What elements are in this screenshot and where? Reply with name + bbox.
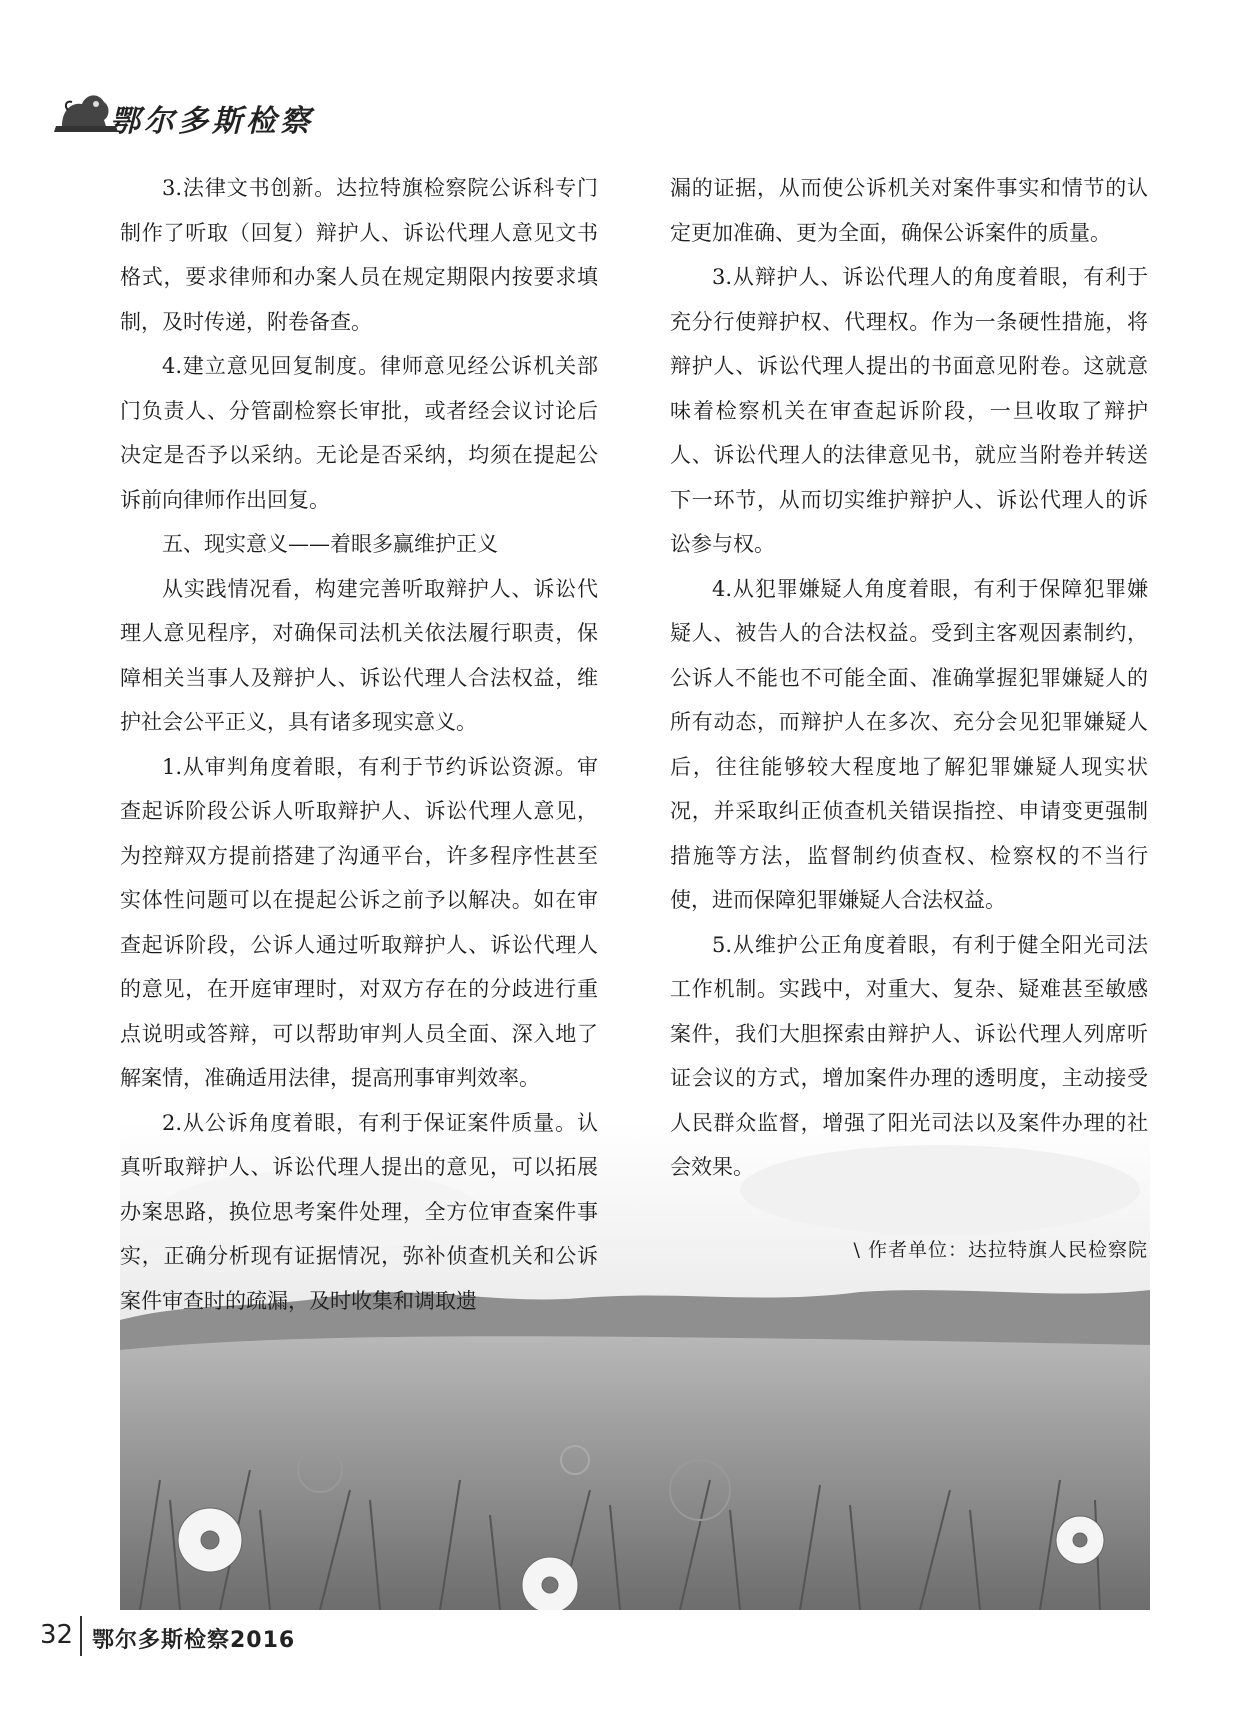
author-affiliation: \ 作者单位：达拉特旗人民检察院: [853, 1238, 1148, 1261]
paragraph: 2.从公诉角度着眼，有利于保证案件质量。认真听取辩护人、诉讼代理人提出的意见，可以拓展办案思路，换位思考案件处理，全方位审查案件事实，正确分析现有证据情况，弥补侦查机关和公诉案件审查时的疏漏，及时收集和调取遗: [120, 1110, 598, 1313]
paragraph: 从实践情况看，构建完善听取辩护人、诉讼代理人意见程序，对确保司法机关依法履行职责，保障相关当事人及辩护人、诉讼代理人合法权益，维护社会公平正义，具有诸多现实意义。: [120, 576, 598, 734]
paragraph: 3.从辩护人、诉讼代理人的角度着眼，有利于充分行使辩护权、代理权。作为一条硬性措施，将辩护人、诉讼代理人提出的书面意见附卷。这就意味着检察机关在审查起诉阶段，一旦收取了辩护人、诉讼代理人的法律意见书，就应当附卷并转送下一环节，从而切实维护辩护人、诉讼代理人的诉讼参与权。: [670, 265, 1148, 556]
section-heading: 五、现实意义——着眼多赢维护正义: [162, 532, 498, 556]
footer-magazine-title: 鄂尔多斯检察2016: [92, 1628, 296, 1653]
paragraph: 4.从犯罪嫌疑人角度着眼，有利于保障犯罪嫌疑人、被告人的合法权益。受到主客观因素制约，公诉人不能也不可能全面、准确掌握犯罪嫌疑人的所有动态，而辩护人在多次、充分会见犯罪嫌疑人后，往往能够较大程度地了解犯罪嫌疑人现实状况，并采取纠正侦查机关错误指控、申请变更强制措施等方法，监督制约侦查权、检察权的不当行使，进而保障犯罪嫌疑人合法权益。: [670, 576, 1148, 912]
page-number: 32: [40, 1620, 74, 1650]
magazine-header-title: 鄂尔多斯检察: [110, 104, 314, 139]
paragraph: 4.建立意见回复制度。律师意见经公诉机关部门负责人、分管副检察长审批，或者经会议讨论后决定是否予以采纳。无论是否采纳，均须在提起公诉前向律师作出回复。: [120, 354, 598, 512]
paragraph: 3.法律文书创新。达拉特旗检察院公诉科专门制作了听取（回复）辩护人、诉讼代理人意见文书格式，要求律师和办案人员在规定期限内按要求填制，及时传递，附卷备查。: [120, 176, 598, 334]
footer-divider: [80, 1616, 82, 1656]
paragraph: 漏的证据，从而使公诉机关对案件事实和情节的认定更加准确、更为全面，确保公诉案件的质量。: [670, 176, 1148, 245]
paragraph: 5.从维护公正角度着眼，有利于健全阳光司法工作机制。实践中，对重大、复杂、疑难甚至敏感案件，我们大胆探索由辩护人、诉讼代理人列席听证会议的方式，增加案件办理的透明度，主动接受人民群众监督，增强了阳光司法以及案件办理的社会效果。: [670, 932, 1148, 1179]
right-text-column: [670, 166, 1148, 1272]
paragraph: 1.从审判角度着眼，有利于节约诉讼资源。审查起诉阶段公诉人听取辩护人、诉讼代理人意见，为控辩双方提前搭建了沟通平台，许多程序性甚至实体性问题可以在提起公诉之前予以解决。如在审查起诉阶段，公诉人通过听取辩护人、诉讼代理人的意见，在开庭审理时，对双方存在的分歧进行重点说明或答辩，可以帮助审判人员全面、深入地了解案情，准确适用法律，提高刑事审判效率。: [120, 754, 598, 1090]
left-text-column: [120, 166, 598, 1323]
